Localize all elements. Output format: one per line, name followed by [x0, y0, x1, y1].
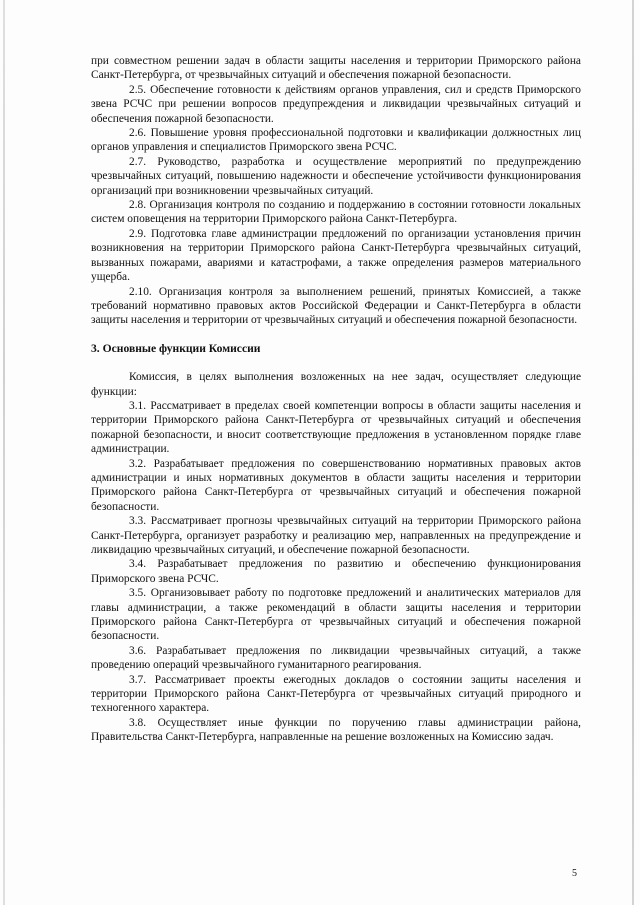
paragraph-3-4: 3.4. Разрабатывает предложения по развитию и обеспечению функционирования Приморского звена РСЧС. [91, 558, 581, 585]
page-number: 5 [572, 868, 577, 879]
paragraph-2-9: 2.9. Подготовка главе администрации предложений по организации установления причин возникновения на территории Приморского района Санкт-Петербурга чрезвычайных ситуаций, вызванных пожарами, авариями и катастрофами, а также определения размеров материального ущерба. [91, 227, 581, 284]
paragraph-continuation: при совместном решении задач в области защиты населения и территории Приморского района Санкт-Петербурга, от чрезвычайных ситуаций и обеспечения пожарной безопасности. [91, 55, 581, 82]
paragraph-3-8: 3.8. Осуществляет иные функции по поручению главы администрации района, Правительства Санкт-Петербурга, направленные на решение возложенных на Комиссию задач. [91, 716, 581, 744]
paragraph-3-3: 3.3. Рассматривает прогнозы чрезвычайных ситуаций на территории Приморского района Санкт-Петербурга, организует разработку и реализацию мер, направленных на предупреждение и ликвидацию чрезвычайных ситуаций, и обеспечение пожарной безопасности. [91, 515, 581, 556]
paragraph-3-7: 3.7. Рассматривает проекты ежегодных докладов о состоянии защиты населения и территории Приморского района Санкт-Петербурга от чрезвычайных ситуаций природного и техногенного характера. [91, 673, 581, 715]
paragraph-2-5: 2.5. Обеспечение готовности к действиям органов управления, сил и средств Приморского звена РСЧС при решении вопросов предупреждения и ликвидации чрезвычайных ситуаций и обеспечения пожарной безопасности. [91, 83, 581, 125]
scan-edge-left [3, 0, 5, 905]
paragraph-2-7: 2.7. Руководство, разработка и осуществление мероприятий по предупреждению чрезвычайных ситуаций, повышению надежности и обеспечение устойчивости функционирования организаций при возникновении чрезвычайных ситуаций. [91, 155, 581, 197]
paragraph-3-6: 3.6. Разрабатывает предложения по ликвидации чрезвычайных ситуаций, а также проведению операций чрезвычайного гуманитарного реагирования. [91, 644, 581, 672]
paragraph-3-2: 3.2. Разрабатывает предложения по совершенствованию нормативных правовых актов администрации и иных нормативных документов в области защиты населения и территории Приморского района Санкт-Петербурга от чрезвычайных ситуаций и обеспечения пожарной безопасности. [91, 457, 581, 513]
paragraph-2-10: 2.10. Организация контроля за выполнением решений, принятых Комиссией, а также требований нормативно правовых актов Российской Федерации и Санкт-Петербурга в области защиты населения и территории от чрезвычайных ситуаций и обеспечения пожарной безопасности. [91, 285, 581, 327]
paragraph-3-1: 3.1. Рассматривает в пределах своей компетенции вопросы в области защиты населения и территории Приморского района Санкт-Петербурга от чрезвычайных ситуаций и обеспечения пожарной безопасности, и вносит соответствующие предложения в установленном порядке главе администрации. [91, 399, 581, 456]
paragraph-2-6: 2.6. Повышение уровня профессиональной подготовки и квалификации должностных лиц органов управления и специалистов Приморского звена РСЧС. [91, 127, 581, 154]
paragraph-functions-intro: Комиссия, в целях выполнения возложенных на нее задач, осуществляет следующие функции: [91, 371, 581, 398]
section-heading: 3. Основные функции Комиссии [91, 341, 261, 355]
document-body [91, 54, 581, 745]
scan-edge-right [632, 0, 634, 905]
paragraph-3-5: 3.5. Организовывает работу по подготовке предложений и аналитических материалов для главы администрации, а также рекомендаций в области защиты населения и территории Приморского района Санкт-Петербурга от чрезвычайных ситуаций и обеспечения пожарной безопасности. [91, 587, 581, 643]
paragraph-2-8: 2.8. Организация контроля по созданию и поддержанию в состоянии готовности локальных систем оповещения на территории Приморского района Санкт-Петербурга. [91, 199, 581, 226]
